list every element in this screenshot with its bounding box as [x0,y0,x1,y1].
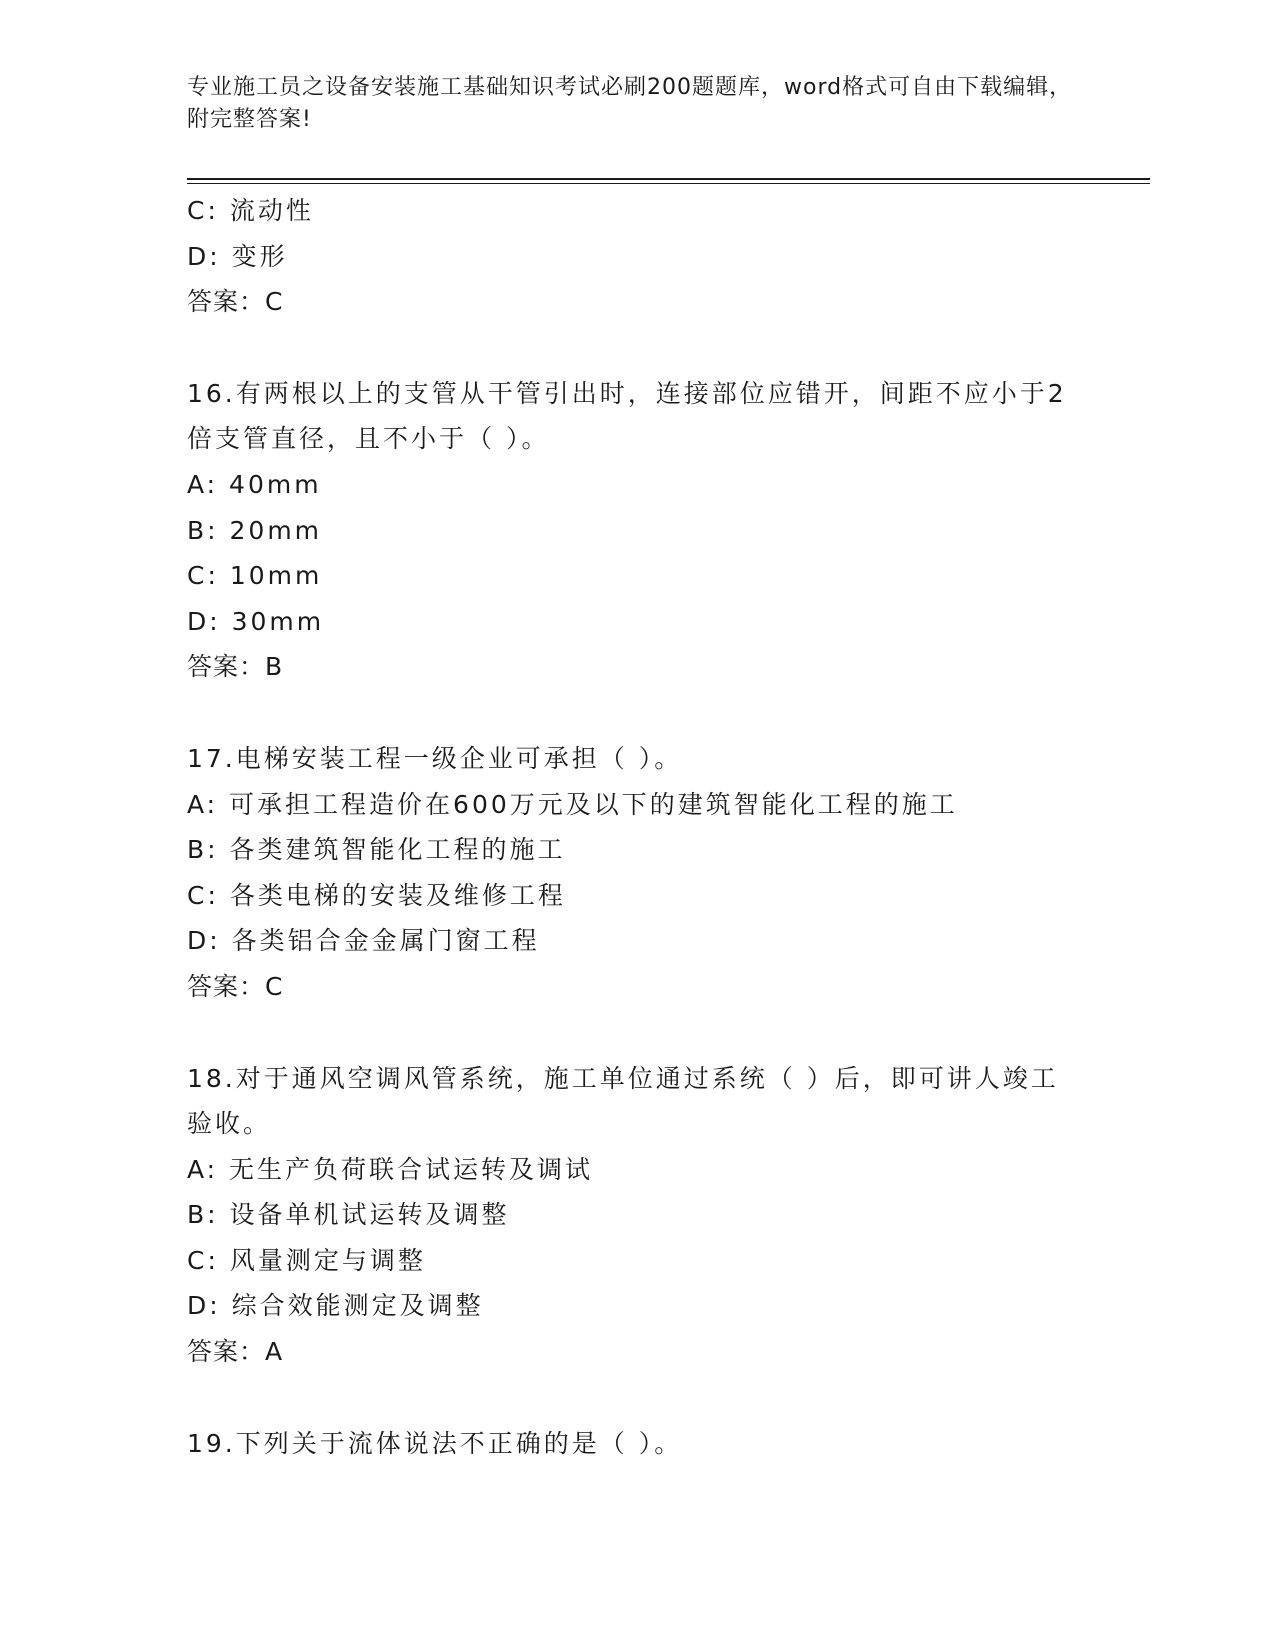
option-d: D: 30mm [187,606,325,636]
option-c: C: 各类电梯的安装及维修工程 [187,880,566,910]
option-b: B: 各类建筑智能化工程的施工 [187,835,566,865]
question-stem: 16.有两根以上的支管从干管引出时，连接部位应错开，间距不应小于2倍支管直径，且不小于（ ）。 [187,378,1067,454]
option-d: D: 综合效能测定及调整 [187,1291,484,1321]
option-c: C: 风量测定与调整 [187,1245,426,1275]
question-19 [187,1421,1087,1467]
spacer [187,690,1087,736]
header-rule-thick [187,178,1150,180]
answer-line: 答案：C [187,971,284,1001]
question-18 [187,1056,1087,1375]
option-b: B: 设备单机试运转及调整 [187,1200,510,1230]
spacer [187,1375,1087,1421]
question-17 [187,736,1087,1010]
option-a: A: 无生产负荷联合试运转及调试 [187,1154,594,1184]
spacer [187,325,1087,371]
option-c: C: 流动性 [187,196,314,225]
spacer [187,1010,1087,1056]
option-d: D: 变形 [187,241,288,271]
document-header: 专业施工员之设备安装施工基础知识考试必刷200题题库，word格式可自由下载编辑，附完整答案! [187,75,1073,132]
option-a: A: 40mm [187,469,322,499]
document-body [187,188,1087,1466]
question-stem: 18.对于通风空调风管系统，施工单位通过系统（ ）后，即可讲人竣工验收。 [187,1063,1059,1139]
answer-line: 答案：A [187,1337,284,1367]
option-b: B: 20mm [187,515,323,545]
question-stem: 19.下列关于流体说法不正确的是（ ）。 [187,1428,683,1458]
option-a: A: 可承担工程造价在600万元及以下的建筑智能化工程的施工 [187,789,958,819]
answer-line: 答案：C [187,287,284,317]
question-16 [187,371,1087,690]
answer-line: 答案：B [187,652,284,682]
question-stem: 17.电梯安装工程一级企业可承担（ ）。 [187,743,683,773]
header-rule-thin [187,183,1150,184]
option-c: C: 10mm [187,561,323,591]
option-d: D: 各类铝合金金属门窗工程 [187,926,540,956]
